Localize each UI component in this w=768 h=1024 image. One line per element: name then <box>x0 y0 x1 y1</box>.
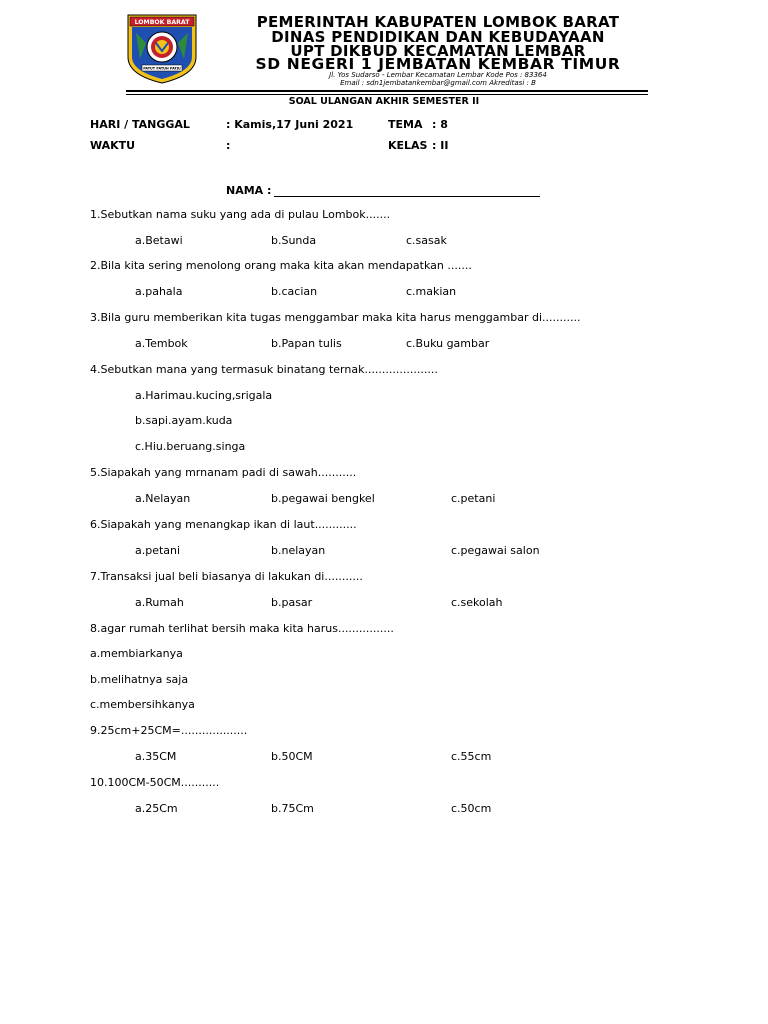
question-4: 4.Sebutkan mana yang termasuk binatang ternak..................... <box>90 363 438 376</box>
kelas-value: : II <box>432 139 449 152</box>
kelas-label: KELAS <box>388 139 428 152</box>
waktu-value: : <box>226 139 231 152</box>
q2-option-b: b.cacian <box>271 285 318 298</box>
q6-option-b: b.nelayan <box>271 544 326 557</box>
q9-option-b: b.50CM <box>271 750 313 763</box>
q4-option-a: a.Harimau.kucing,srigala <box>135 389 273 402</box>
question-2: 2.Bila kita sering menolong orang maka kita akan mendapatkan ....... <box>90 259 472 272</box>
question-8: 8.agar rumah terlihat bersih maka kita harus................ <box>90 622 394 635</box>
q7-option-c: c.sekolah <box>451 596 503 609</box>
q10-option-b: b.75Cm <box>271 802 314 815</box>
day-label: HARI / TANGGAL <box>90 118 190 131</box>
q8-option-b: b.melihatnya saja <box>90 673 189 686</box>
q3-option-b: b.Papan tulis <box>271 337 342 350</box>
emblem-banner-text: LOMBOK BARAT <box>134 19 190 26</box>
nama-label: NAMA : <box>226 184 272 197</box>
emblem-ribbon-text: PATUT PATUH PATJU <box>143 66 181 71</box>
question-1: 1.Sebutkan nama suku yang ada di pulau Lombok....... <box>90 208 391 221</box>
regency-emblem-icon <box>126 13 198 85</box>
q1-option-b: b.Sunda <box>271 234 317 247</box>
letterhead-address: Jl. Yos Sudarso - Lembar Kecamatan Lembar Kode Pos : 83364 <box>329 71 547 79</box>
q3-option-c: c.Buku gambar <box>406 337 490 350</box>
letterhead-line-government: PEMERINTAH KABUPATEN LOMBOK BARAT <box>256 13 620 31</box>
q1-option-c: c.sasak <box>406 234 447 247</box>
q4-option-b: b.sapi.ayam.kuda <box>135 414 233 427</box>
question-7: 7.Transaksi jual beli biasanya di lakukan di........... <box>90 570 363 583</box>
q6-option-c: c.pegawai salon <box>451 544 540 557</box>
q1-option-a: a.Betawi <box>135 234 183 247</box>
exam-title: SOAL ULANGAN AKHIR SEMESTER II <box>288 96 480 107</box>
q7-option-a: a.Rumah <box>135 596 184 609</box>
q9-option-c: c.55cm <box>451 750 492 763</box>
letterhead <box>0 0 768 96</box>
q5-option-b: b.pegawai bengkel <box>271 492 375 505</box>
question-6: 6.Siapakah yang menangkap ikan di laut............ <box>90 518 357 531</box>
q10-option-c: c.50cm <box>451 802 492 815</box>
question-9: 9.25cm+25CM=................... <box>90 724 248 737</box>
q8-option-a: a.membiarkanya <box>90 647 183 660</box>
question-3: 3.Bila guru memberikan kita tugas menggambar maka kita harus menggambar di........... <box>90 311 581 324</box>
letterhead-line-department: DINAS PENDIDIKAN DAN KEBUDAYAAN <box>271 28 605 46</box>
q6-option-a: a.petani <box>135 544 181 557</box>
letterhead-email: Email : sdn1jembatankembar@gmail.com Akreditasi : B <box>340 79 536 87</box>
q5-option-c: c.petani <box>451 492 496 505</box>
question-10: 10.100CM-50CM........... <box>90 776 220 789</box>
day-value: : Kamis,17 Juni 2021 <box>226 118 354 131</box>
q3-option-a: a.Tembok <box>135 337 188 350</box>
nama-fill-line <box>274 196 540 197</box>
tema-label: TEMA <box>388 118 423 131</box>
q7-option-b: b.pasar <box>271 596 313 609</box>
letterhead-school-name: SD NEGERI 1 JEMBATAN KEMBAR TIMUR <box>255 55 621 73</box>
q5-option-a: a.Nelayan <box>135 492 191 505</box>
letterhead-line-upt: UPT DIKBUD KECAMATAN LEMBAR <box>290 42 586 60</box>
waktu-label: WAKTU <box>90 139 136 152</box>
q10-option-a: a.25Cm <box>135 802 178 815</box>
q2-option-c: c.makian <box>406 285 457 298</box>
q4-option-c: c.Hiu.beruang.singa <box>135 440 246 453</box>
q8-option-c: c.membersihkanya <box>90 698 195 711</box>
q2-option-a: a.pahala <box>135 285 183 298</box>
question-5: 5.Siapakah yang mrnanam padi di sawah........... <box>90 466 357 479</box>
q9-option-a: a.35CM <box>135 750 177 763</box>
letterhead-rule-thick <box>126 90 648 92</box>
tema-value: : 8 <box>432 118 448 131</box>
